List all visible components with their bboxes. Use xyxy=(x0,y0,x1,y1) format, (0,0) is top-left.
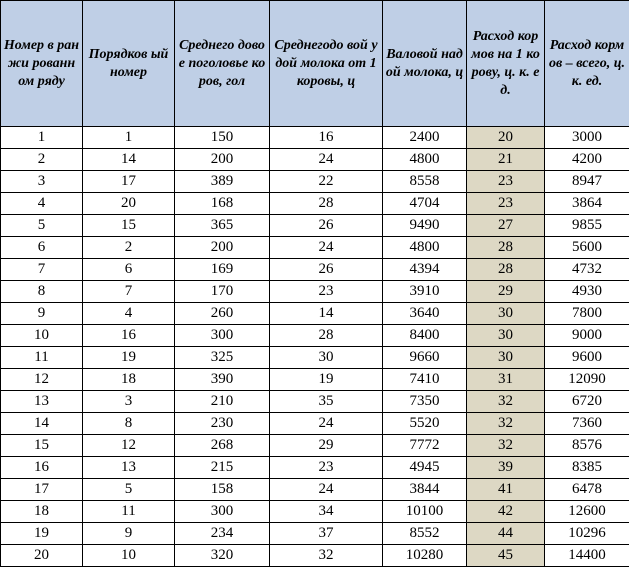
yield-cell: 26 xyxy=(270,215,383,237)
ordinal-cell: 15 xyxy=(83,215,175,237)
gross-milk-cell: 7410 xyxy=(383,369,467,391)
feed-total-cell: 10296 xyxy=(545,523,629,545)
table-row xyxy=(1,127,629,149)
feed-per-cow-cell: 30 xyxy=(467,303,545,325)
ordinal-cell: 14 xyxy=(83,149,175,171)
table-row xyxy=(1,523,629,545)
feed-total-cell: 3000 xyxy=(545,127,629,149)
ordinal-cell: 17 xyxy=(83,171,175,193)
feed-per-cow-cell: 32 xyxy=(467,435,545,457)
yield-cell: 24 xyxy=(270,149,383,171)
feed-total-cell: 14400 xyxy=(545,545,629,567)
header-row xyxy=(1,1,629,127)
feed-per-cow-cell: 20 xyxy=(467,127,545,149)
feed-total-cell: 6478 xyxy=(545,479,629,501)
table-row xyxy=(1,215,629,237)
ordinal-cell: 10 xyxy=(83,545,175,567)
feed-total-cell: 3864 xyxy=(545,193,629,215)
feed-total-cell: 5600 xyxy=(545,237,629,259)
feed-total-cell: 6720 xyxy=(545,391,629,413)
yield-cell: 30 xyxy=(270,347,383,369)
header-cell-yield xyxy=(270,1,383,127)
header-label: Среднего довое поголовье коров, гол xyxy=(178,37,266,89)
feed-total-cell: 9600 xyxy=(545,347,629,369)
feed-per-cow-cell: 41 xyxy=(467,479,545,501)
table-row xyxy=(1,413,629,435)
herd-cell: 365 xyxy=(175,215,270,237)
ordinal-cell: 13 xyxy=(83,457,175,479)
table-row xyxy=(1,479,629,501)
ordinal-cell: 9 xyxy=(83,523,175,545)
yield-cell: 26 xyxy=(270,259,383,281)
yield-cell: 37 xyxy=(270,523,383,545)
rank-cell: 4 xyxy=(1,193,83,215)
herd-cell: 150 xyxy=(175,127,270,149)
feed-total-cell: 7800 xyxy=(545,303,629,325)
header-label: Валовой надой молока, ц xyxy=(385,46,464,80)
yield-cell: 34 xyxy=(270,501,383,523)
table-row xyxy=(1,435,629,457)
ordinal-cell: 1 xyxy=(83,127,175,149)
header-cell-feed-total xyxy=(545,1,629,127)
header-label: Расход кормов – всего, ц. к. ед. xyxy=(548,37,626,89)
rank-cell: 3 xyxy=(1,171,83,193)
gross-milk-cell: 4945 xyxy=(383,457,467,479)
rank-cell: 10 xyxy=(1,325,83,347)
gross-milk-cell: 3910 xyxy=(383,281,467,303)
feed-total-cell: 12600 xyxy=(545,501,629,523)
gross-milk-cell: 7350 xyxy=(383,391,467,413)
feed-total-cell: 7360 xyxy=(545,413,629,435)
gross-milk-cell: 8552 xyxy=(383,523,467,545)
feed-total-cell: 8385 xyxy=(545,457,629,479)
feed-total-cell: 8947 xyxy=(545,171,629,193)
gross-milk-cell: 5520 xyxy=(383,413,467,435)
rank-cell: 18 xyxy=(1,501,83,523)
rank-cell: 12 xyxy=(1,369,83,391)
rank-cell: 7 xyxy=(1,259,83,281)
ordinal-cell: 19 xyxy=(83,347,175,369)
rank-cell: 16 xyxy=(1,457,83,479)
header-cell-ordinal xyxy=(83,1,175,127)
herd-cell: 169 xyxy=(175,259,270,281)
header-cell-herd xyxy=(175,1,270,127)
feed-per-cow-cell: 23 xyxy=(467,171,545,193)
feed-per-cow-cell: 44 xyxy=(467,523,545,545)
gross-milk-cell: 10280 xyxy=(383,545,467,567)
yield-cell: 22 xyxy=(270,171,383,193)
feed-per-cow-cell: 30 xyxy=(467,325,545,347)
yield-cell: 23 xyxy=(270,281,383,303)
feed-total-cell: 8576 xyxy=(545,435,629,457)
table-row xyxy=(1,369,629,391)
herd-cell: 230 xyxy=(175,413,270,435)
gross-milk-cell: 10100 xyxy=(383,501,467,523)
rank-cell: 19 xyxy=(1,523,83,545)
herd-cell: 200 xyxy=(175,149,270,171)
table-row xyxy=(1,545,629,567)
ordinal-cell: 11 xyxy=(83,501,175,523)
herd-cell: 300 xyxy=(175,501,270,523)
herd-cell: 325 xyxy=(175,347,270,369)
ordinal-cell: 20 xyxy=(83,193,175,215)
gross-milk-cell: 7772 xyxy=(383,435,467,457)
yield-cell: 29 xyxy=(270,435,383,457)
herd-cell: 300 xyxy=(175,325,270,347)
feed-per-cow-cell: 30 xyxy=(467,347,545,369)
yield-cell: 16 xyxy=(270,127,383,149)
ordinal-cell: 8 xyxy=(83,413,175,435)
table-row xyxy=(1,237,629,259)
herd-cell: 234 xyxy=(175,523,270,545)
rank-cell: 9 xyxy=(1,303,83,325)
rank-cell: 6 xyxy=(1,237,83,259)
table-row xyxy=(1,171,629,193)
table-row xyxy=(1,281,629,303)
herd-cell: 170 xyxy=(175,281,270,303)
rank-cell: 20 xyxy=(1,545,83,567)
feed-per-cow-cell: 31 xyxy=(467,369,545,391)
table-row xyxy=(1,391,629,413)
header-label: Порядков ый номер xyxy=(88,46,169,80)
ordinal-cell: 12 xyxy=(83,435,175,457)
table-row xyxy=(1,259,629,281)
header-label: Среднегодо вой удой молока от 1 коровы, ц xyxy=(274,37,378,89)
feed-per-cow-cell: 32 xyxy=(467,391,545,413)
header-cell-rank xyxy=(1,1,83,127)
feed-total-cell: 4200 xyxy=(545,149,629,171)
rank-cell: 13 xyxy=(1,391,83,413)
rank-cell: 2 xyxy=(1,149,83,171)
yield-cell: 24 xyxy=(270,413,383,435)
table-row xyxy=(1,325,629,347)
rank-cell: 14 xyxy=(1,413,83,435)
herd-cell: 200 xyxy=(175,237,270,259)
ordinal-cell: 5 xyxy=(83,479,175,501)
gross-milk-cell: 3844 xyxy=(383,479,467,501)
feed-per-cow-cell: 29 xyxy=(467,281,545,303)
rank-cell: 15 xyxy=(1,435,83,457)
ordinal-cell: 4 xyxy=(83,303,175,325)
gross-milk-cell: 8558 xyxy=(383,171,467,193)
ordinal-cell: 6 xyxy=(83,259,175,281)
table-row xyxy=(1,149,629,171)
feed-per-cow-cell: 42 xyxy=(467,501,545,523)
header-cell-gross-milk xyxy=(383,1,467,127)
feed-total-cell: 9000 xyxy=(545,325,629,347)
rank-cell: 11 xyxy=(1,347,83,369)
gross-milk-cell: 4800 xyxy=(383,149,467,171)
feed-per-cow-cell: 28 xyxy=(467,237,545,259)
feed-total-cell: 4732 xyxy=(545,259,629,281)
rank-cell: 1 xyxy=(1,127,83,149)
rank-cell: 5 xyxy=(1,215,83,237)
ordinal-cell: 7 xyxy=(83,281,175,303)
herd-cell: 215 xyxy=(175,457,270,479)
header-label: Номер в ранжи рованн ом ряду xyxy=(3,37,80,89)
ordinal-cell: 3 xyxy=(83,391,175,413)
yield-cell: 24 xyxy=(270,479,383,501)
header-label: Расход кормов на 1 корову, ц. к. ед. xyxy=(471,28,540,98)
gross-milk-cell: 9660 xyxy=(383,347,467,369)
gross-milk-cell: 8400 xyxy=(383,325,467,347)
gross-milk-cell: 3640 xyxy=(383,303,467,325)
gross-milk-cell: 4800 xyxy=(383,237,467,259)
feed-per-cow-cell: 45 xyxy=(467,545,545,567)
herd-cell: 320 xyxy=(175,545,270,567)
yield-cell: 32 xyxy=(270,545,383,567)
table-body xyxy=(1,127,629,567)
herd-cell: 158 xyxy=(175,479,270,501)
yield-cell: 28 xyxy=(270,193,383,215)
gross-milk-cell: 4394 xyxy=(383,259,467,281)
feed-total-cell: 9855 xyxy=(545,215,629,237)
yield-cell: 35 xyxy=(270,391,383,413)
feed-per-cow-cell: 27 xyxy=(467,215,545,237)
rank-cell: 17 xyxy=(1,479,83,501)
feed-per-cow-cell: 32 xyxy=(467,413,545,435)
feed-per-cow-cell: 28 xyxy=(467,259,545,281)
feed-per-cow-cell: 21 xyxy=(467,149,545,171)
ordinal-cell: 2 xyxy=(83,237,175,259)
herd-cell: 390 xyxy=(175,369,270,391)
feed-per-cow-cell: 39 xyxy=(467,457,545,479)
table-row xyxy=(1,347,629,369)
table-row xyxy=(1,193,629,215)
feed-total-cell: 12090 xyxy=(545,369,629,391)
herd-cell: 210 xyxy=(175,391,270,413)
yield-cell: 23 xyxy=(270,457,383,479)
rank-cell: 8 xyxy=(1,281,83,303)
herd-cell: 268 xyxy=(175,435,270,457)
feed-per-cow-cell: 23 xyxy=(467,193,545,215)
yield-cell: 24 xyxy=(270,237,383,259)
herd-cell: 260 xyxy=(175,303,270,325)
ordinal-cell: 16 xyxy=(83,325,175,347)
yield-cell: 28 xyxy=(270,325,383,347)
table-row xyxy=(1,501,629,523)
gross-milk-cell: 4704 xyxy=(383,193,467,215)
header-cell-feed-per-cow xyxy=(467,1,545,127)
yield-cell: 14 xyxy=(270,303,383,325)
herd-cell: 389 xyxy=(175,171,270,193)
herd-cell: 168 xyxy=(175,193,270,215)
feed-total-cell: 4930 xyxy=(545,281,629,303)
table-row xyxy=(1,457,629,479)
gross-milk-cell: 2400 xyxy=(383,127,467,149)
ordinal-cell: 18 xyxy=(83,369,175,391)
yield-cell: 19 xyxy=(270,369,383,391)
gross-milk-cell: 9490 xyxy=(383,215,467,237)
table-row xyxy=(1,303,629,325)
